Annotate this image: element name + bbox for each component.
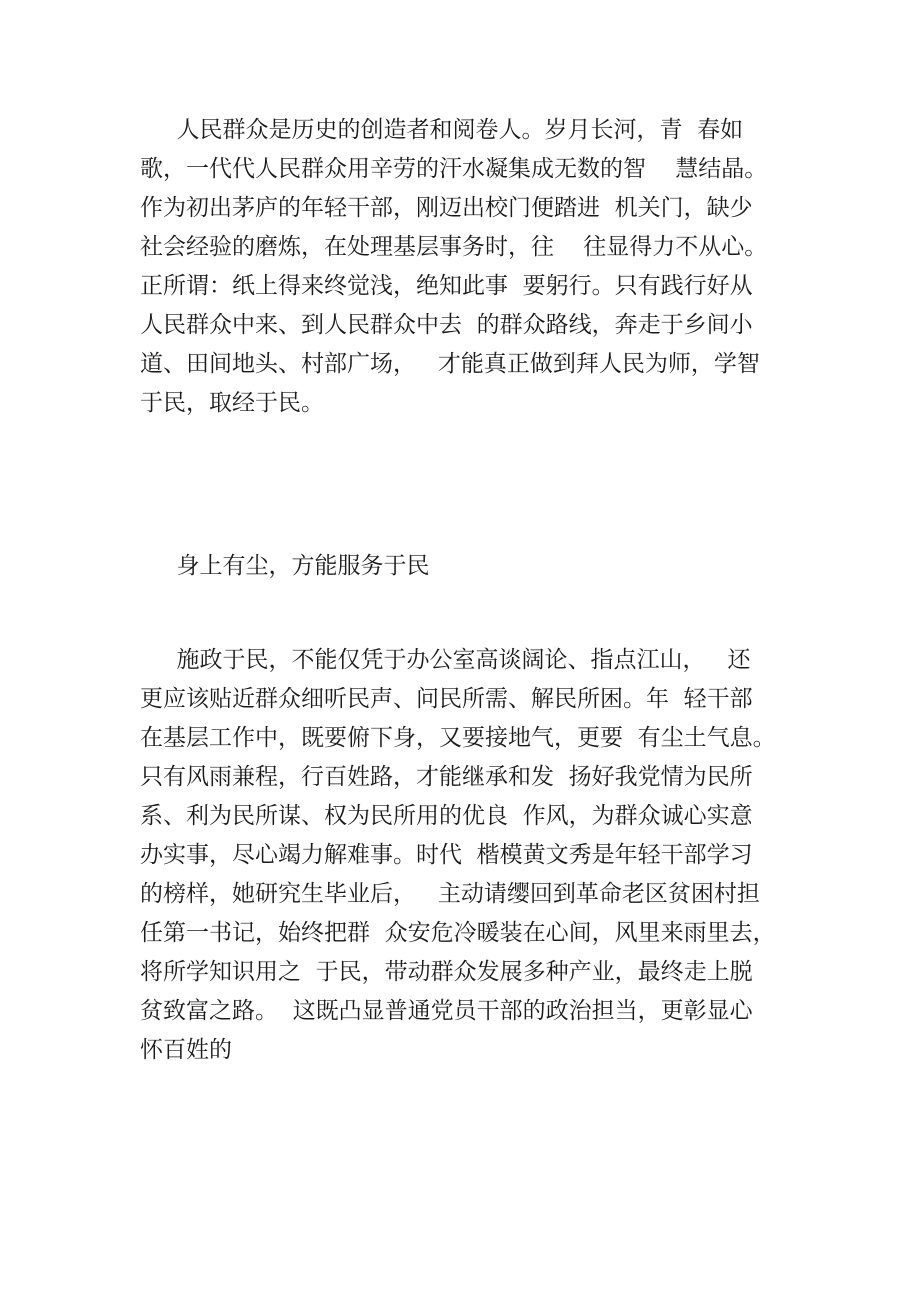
paragraph-line: 于民，取经于民。: [140, 390, 324, 416]
section-heading: [140, 547, 800, 586]
paragraph-line: 作为初出茅庐的年轻干部，刚迈出校门便踏进 机关门，缺少: [140, 195, 753, 221]
paragraph-line: 更应该贴近群众细听民声、问民所需、解民所困。年 轻干部: [140, 686, 753, 712]
paragraph-line: 正所谓：纸上得来终觉浅，绝知此事 要躬行。只有践行好从: [140, 273, 753, 299]
paragraph-line: 只有风雨兼程，行百姓路，才能继承和发 扬好我党情为民所: [140, 764, 753, 790]
paragraph-line: 怀百姓的: [140, 1037, 232, 1063]
paragraph-line: 系、利为民所谋、权为民所用的优良 作风，为群众诚心实意: [140, 803, 753, 829]
paragraph-line: 道、田间地头、村部广场， 才能真正做到拜人民为师，学智: [140, 351, 760, 377]
paragraph-line: 施政于民，不能仅凭于办公室高谈阔论、指点江山， 还: [140, 647, 751, 673]
paragraph-line: 将所学知识用之 于民，带动群众发展多种产业，最终走上脱: [140, 959, 753, 985]
paragraph-line: 任第一书记，始终把群 众安危冷暖装在心间，风里来雨里去，: [140, 920, 776, 946]
paragraph-line: 人民群众是历史的创造者和阅卷人。岁月长河，青 春如: [140, 117, 744, 143]
paragraph-line: 社会经验的磨炼，在处理基层事务时，往 往显得力不从心。: [140, 234, 768, 260]
paragraph-line: 贫致富之路。 这既凸显普通党员干部的政治担当，更彰显心: [140, 998, 753, 1024]
paragraph-line: 办实事，尽心竭力解难事。时代 楷模黄文秀是年轻干部学习: [140, 842, 753, 868]
paragraph-line: 的榜样，她研究生毕业后， 主动请缨回到革命老区贫困村担: [140, 881, 760, 907]
paragraph-serving-the-people: [140, 641, 800, 1070]
paragraph-people-as-teachers: [140, 111, 800, 423]
paragraph-line: 在基层工作中，既要俯下身，又要接地气，更要 有尘土气息。: [140, 725, 776, 751]
paragraph-line: 人民群众中来、到人民群众中去 的群众路线，奔走于乡间小: [140, 312, 753, 338]
section-heading-text: 身上有尘，方能服务于民: [140, 553, 430, 579]
paragraph-line: 歌，一代代人民群众用辛劳的汗水凝集成无数的智 慧结晶。: [140, 156, 768, 182]
